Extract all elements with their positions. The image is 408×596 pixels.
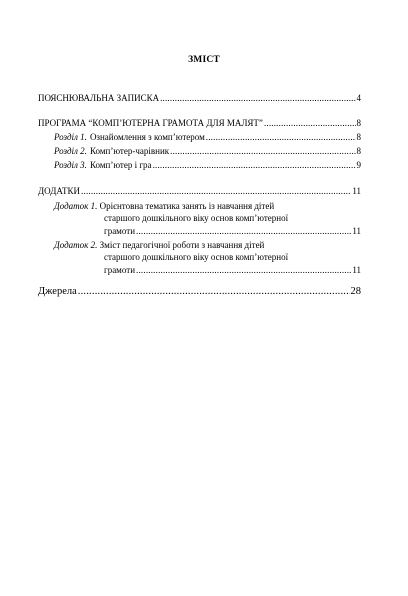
toc-page-number: 9	[356, 160, 361, 170]
dot-leader	[264, 118, 356, 129]
toc-page-number: 11	[352, 264, 361, 275]
toc-entry-label: Комп’ютер-чарівник	[89, 146, 170, 156]
appendix-line: Орієнтовна тематика занять із навчання дітей	[99, 201, 275, 211]
toc-entry-appendix-1	[54, 200, 361, 237]
toc-entry-intro	[38, 93, 361, 104]
appendix-line: грамоти	[104, 225, 136, 236]
toc-page-number: 4	[356, 93, 361, 103]
page-title: ЗМІСТ	[188, 55, 220, 65]
toc-entry-sources	[38, 285, 361, 298]
toc-entry-label: ПОЯСНЮВАЛЬНА ЗАПИСКА	[38, 93, 160, 103]
toc-entry-section-2	[54, 146, 361, 157]
toc-entry-label: Джерела	[38, 286, 77, 297]
toc-entry-appendix-2	[54, 239, 361, 276]
toc-page-number: 11	[352, 186, 361, 196]
section-prefix: Розділ 3.	[54, 160, 87, 170]
toc-entry-label: ПРОГРАМА “КОМП’ЮТЕРНА ГРАМОТА ДЛЯ МАЛЯТ”	[38, 118, 263, 128]
dot-leader	[160, 93, 355, 104]
section-prefix: Розділ 1.	[54, 132, 87, 142]
toc-entry-label: ДОДАТКИ	[38, 186, 81, 196]
toc-entry-program	[38, 118, 361, 129]
dot-leader	[81, 186, 351, 197]
dot-leader	[136, 225, 351, 237]
appendix-line: Зміст педагогічної роботи з навчання дітей	[99, 240, 265, 250]
toc-entry-label: Ознайомлення з комп’ютером	[89, 132, 205, 142]
toc-entry-section-3	[54, 160, 361, 171]
appendix-line: старшого дошкільного віку основ комп’ютерної	[104, 213, 289, 224]
appendix-prefix: Додаток 2.	[54, 240, 98, 250]
toc-page-number: 8	[356, 146, 361, 156]
appendix-line: старшого дошкільного віку основ комп’ютерної	[104, 252, 289, 263]
toc-page-number: 28	[350, 286, 361, 297]
dot-leader	[153, 160, 356, 171]
dot-leader	[206, 132, 356, 143]
toc-page-number: 8	[356, 132, 361, 142]
dot-leader	[170, 146, 355, 157]
dot-leader	[78, 286, 350, 297]
toc-entry-appendix	[38, 186, 361, 197]
appendix-line: грамоти	[104, 264, 136, 275]
toc-page-number: 11	[352, 225, 361, 236]
toc-entry-label: Комп’ютер і гра	[89, 160, 152, 170]
dot-leader	[136, 264, 351, 276]
section-prefix: Розділ 2.	[54, 146, 87, 156]
toc-page-number: 8	[356, 118, 361, 128]
appendix-prefix: Додаток 1.	[54, 201, 98, 211]
toc-entry-section-1	[54, 132, 361, 143]
